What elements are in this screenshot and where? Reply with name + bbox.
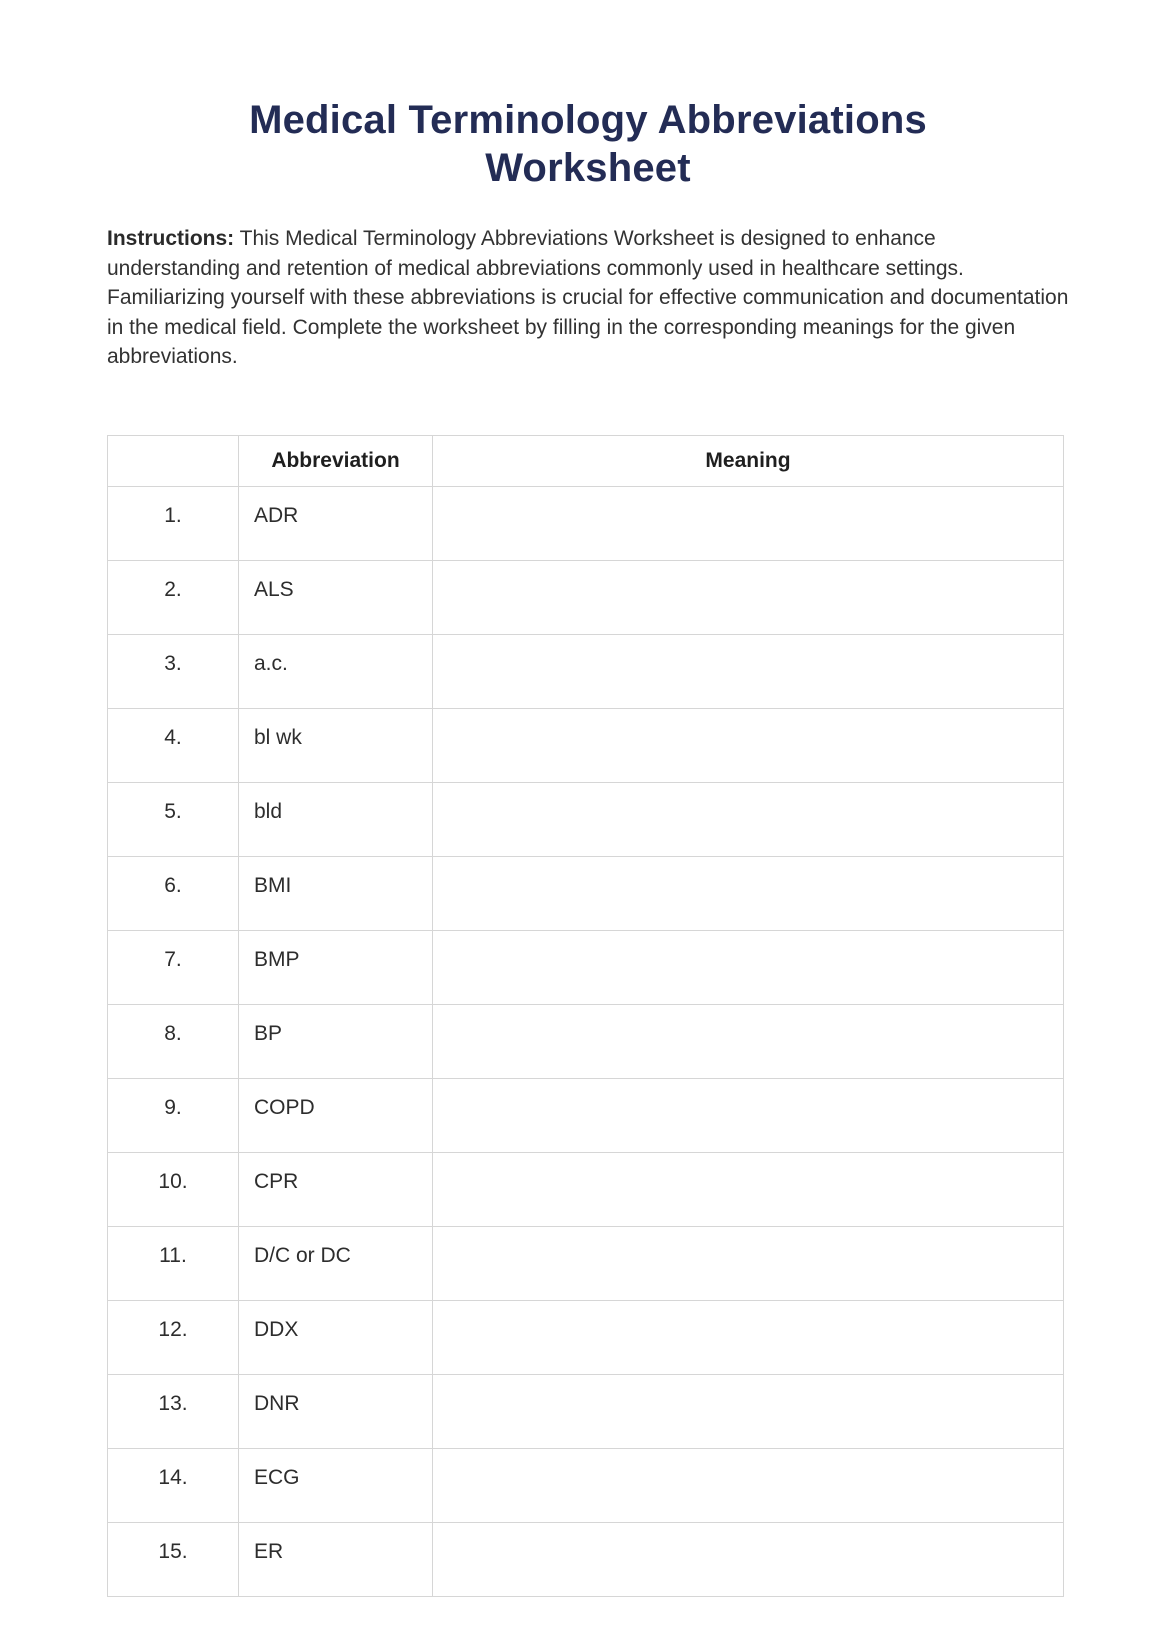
row-number-cell: 3. <box>108 634 239 708</box>
table-row <box>108 1078 1064 1152</box>
meaning-blank-cell[interactable] <box>433 486 1064 560</box>
row-number-cell: 2. <box>108 560 239 634</box>
row-number-cell: 8. <box>108 1004 239 1078</box>
table-head <box>108 435 1064 486</box>
meaning-blank-cell[interactable] <box>433 634 1064 708</box>
row-number-cell: 5. <box>108 782 239 856</box>
meaning-blank-cell[interactable] <box>433 930 1064 1004</box>
abbreviation-cell: DNR <box>239 1374 433 1448</box>
header-meaning-cell: Meaning <box>433 435 1064 486</box>
table-row <box>108 1004 1064 1078</box>
page-title <box>0 96 1176 192</box>
meaning-blank-cell[interactable] <box>433 1078 1064 1152</box>
row-number-cell: 10. <box>108 1152 239 1226</box>
abbreviation-cell: ALS <box>239 560 433 634</box>
row-number-cell: 1. <box>108 486 239 560</box>
row-number-cell: 11. <box>108 1226 239 1300</box>
meaning-blank-cell[interactable] <box>433 856 1064 930</box>
table-row <box>108 1374 1064 1448</box>
row-number-cell: 7. <box>108 930 239 1004</box>
header-number-cell <box>108 435 239 486</box>
table-header-row <box>108 435 1064 486</box>
abbreviation-cell: a.c. <box>239 634 433 708</box>
table-row <box>108 1300 1064 1374</box>
meaning-blank-cell[interactable] <box>433 708 1064 782</box>
abbreviation-cell: ER <box>239 1522 433 1596</box>
meaning-blank-cell[interactable] <box>433 1300 1064 1374</box>
abbreviation-cell: BMP <box>239 930 433 1004</box>
header-abbreviation-cell: Abbreviation <box>239 435 433 486</box>
table-row <box>108 782 1064 856</box>
meaning-blank-cell[interactable] <box>433 782 1064 856</box>
page-title-line1: Medical Terminology Abbreviations <box>249 98 927 142</box>
meaning-blank-cell[interactable] <box>433 1226 1064 1300</box>
meaning-blank-cell[interactable] <box>433 560 1064 634</box>
table-row <box>108 1522 1064 1596</box>
table-row <box>108 930 1064 1004</box>
table-row <box>108 1448 1064 1522</box>
row-number-cell: 9. <box>108 1078 239 1152</box>
instructions-label: Instructions: <box>107 227 235 250</box>
abbreviation-cell: DDX <box>239 1300 433 1374</box>
abbreviation-cell: D/C or DC <box>239 1226 433 1300</box>
abbreviation-cell: BP <box>239 1004 433 1078</box>
table-row <box>108 1152 1064 1226</box>
row-number-cell: 15. <box>108 1522 239 1596</box>
meaning-blank-cell[interactable] <box>433 1004 1064 1078</box>
abbreviation-cell: COPD <box>239 1078 433 1152</box>
row-number-cell: 4. <box>108 708 239 782</box>
abbreviation-cell: bld <box>239 782 433 856</box>
table-row <box>108 634 1064 708</box>
instructions-text: This Medical Terminology Abbreviations Worksheet is designed to enhance understanding and retention of medical abbreviations commonly used in healthcare settings. Familiarizing yourself with these abbreviations is crucial for effective communication and documentation in the medical field. Complete the worksheet by filling in the corresponding meanings for the given abbreviations. <box>107 227 1069 368</box>
row-number-cell: 13. <box>108 1374 239 1448</box>
abbreviations-table <box>107 435 1064 1597</box>
row-number-cell: 6. <box>108 856 239 930</box>
row-number-cell: 12. <box>108 1300 239 1374</box>
table-row <box>108 560 1064 634</box>
table-row <box>108 1226 1064 1300</box>
abbreviation-cell: CPR <box>239 1152 433 1226</box>
abbreviation-cell: ADR <box>239 486 433 560</box>
table-row <box>108 486 1064 560</box>
instructions-paragraph <box>107 224 1069 372</box>
abbreviation-cell: BMI <box>239 856 433 930</box>
table-row <box>108 708 1064 782</box>
abbreviation-cell: bl wk <box>239 708 433 782</box>
page-title-line2: Worksheet <box>485 146 691 190</box>
table-body <box>108 486 1064 1596</box>
table-row <box>108 856 1064 930</box>
meaning-blank-cell[interactable] <box>433 1374 1064 1448</box>
row-number-cell: 14. <box>108 1448 239 1522</box>
meaning-blank-cell[interactable] <box>433 1448 1064 1522</box>
abbreviation-cell: ECG <box>239 1448 433 1522</box>
meaning-blank-cell[interactable] <box>433 1522 1064 1596</box>
meaning-blank-cell[interactable] <box>433 1152 1064 1226</box>
